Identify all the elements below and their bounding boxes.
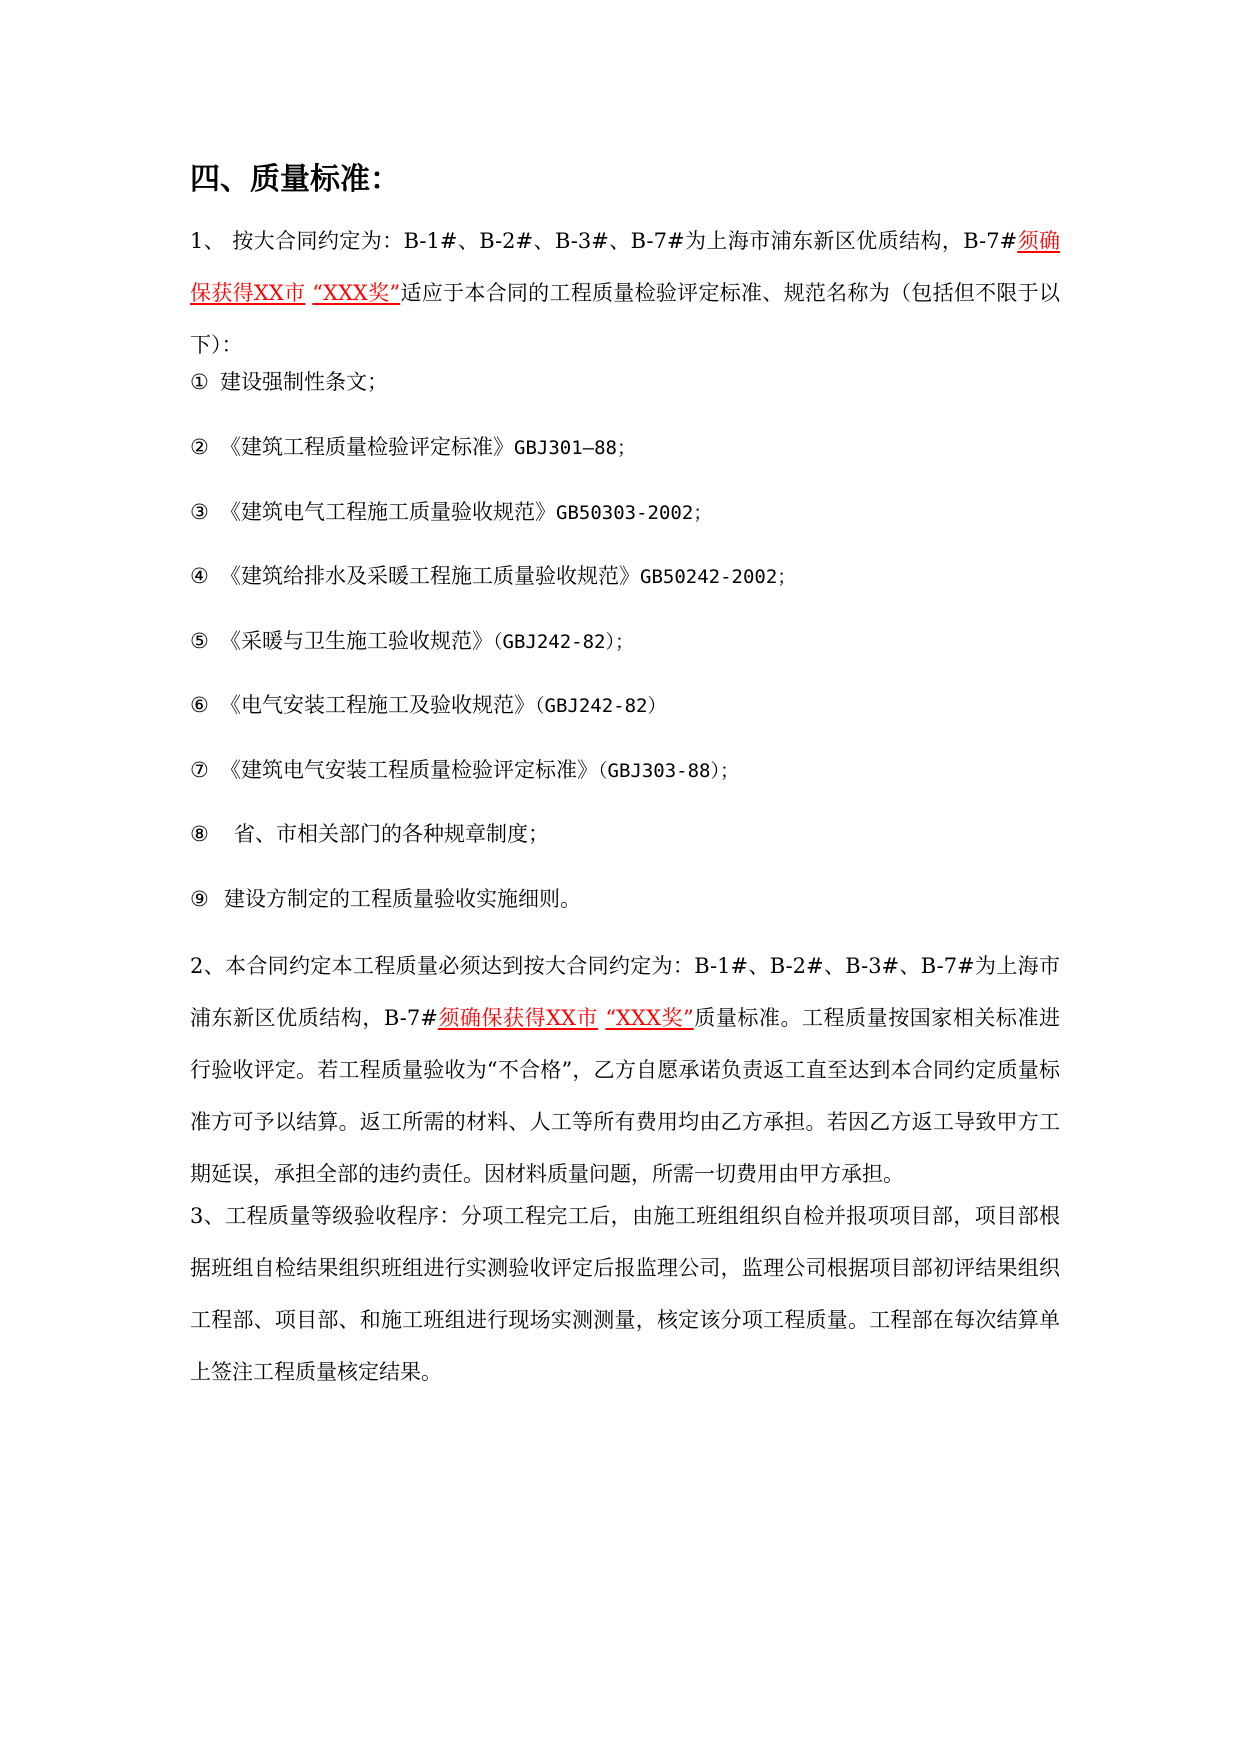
list-item: ② 《建筑工程质量检验评定标准》GBJ301—88； bbox=[190, 435, 636, 459]
p1-award-name: “XXX奖” bbox=[312, 281, 401, 305]
list-item: ③ 《建筑电气工程施工质量验收规范》GB50303-2002； bbox=[190, 500, 713, 524]
list-item: ⑧ 省、市相关部门的各种规章制度； bbox=[190, 822, 549, 846]
p1-text-b: 适应于本合同的工程质量检验评定标准、规范名称为（包括但不限于以下）： bbox=[190, 281, 1060, 357]
list-item: ⑨ 建设方制定的工程质量验收实施细则。 bbox=[190, 887, 581, 911]
p2-text-b: 质量标准。工程质量按国家相关标准进行验收评定。若工程质量验收为“不合格”，乙方自愿承诺负责返工直至达到本合同约定质量标准方可予以结算。返工所需的材料、人工等所有费用均由乙方承担。若因乙方返工导致甲方工期延误，承担全部的违约责任。因材料质量问题，所需一切费用由甲方承担。 bbox=[190, 1006, 1061, 1186]
list-item: ④ 《建筑给排水及采暖工程施工质量验收规范》GB50242-2002； bbox=[190, 564, 797, 588]
paragraph-2 bbox=[190, 940, 1060, 1200]
section-heading: 四、质量标准： bbox=[190, 162, 400, 197]
p2-award-name: “XXX奖” bbox=[605, 1006, 694, 1030]
list-item: ⑥ 《电气安装工程施工及验收规范》（GBJ242-82） bbox=[190, 693, 667, 717]
p1-text-a: 1、 按大合同约定为：B-1#、B-2#、B-3#、B-7#为上海市浦东新区优质结构，B-7# bbox=[190, 229, 1018, 253]
p2-award-city: 须确保获得XX市 bbox=[437, 1006, 599, 1030]
list-item: ① 建设强制性条文； bbox=[190, 370, 388, 394]
p1-award-city: 须确保获得XX市 bbox=[190, 229, 1061, 305]
paragraph-1 bbox=[190, 215, 1060, 371]
list-item: ⑦ 《建筑电气安装工程质量检验评定标准》（GBJ303-88）； bbox=[190, 758, 739, 782]
p2-text-a: 2、本合同约定本工程质量必须达到按大合同约定为：B-1#、B-2#、B-3#、B-7#为上海市浦东新区优质结构，B-7# bbox=[190, 954, 1060, 1030]
paragraph-3: 3、工程质量等级验收程序：分项工程完工后，由施工班组组织自检并报项项目部，项目部根据班组自检结果组织班组进行实测验收评定后报监理公司，监理公司根据项目部初评结果组织工程部、项目部、和施工班组进行现场实测测量，核定该分项工程质量。工程部在每次结算单上签注工程质量核定结果。 bbox=[190, 1204, 1060, 1384]
list-item: ⑤ 《采暖与卫生施工验收规范》（GBJ242-82）； bbox=[190, 629, 634, 653]
